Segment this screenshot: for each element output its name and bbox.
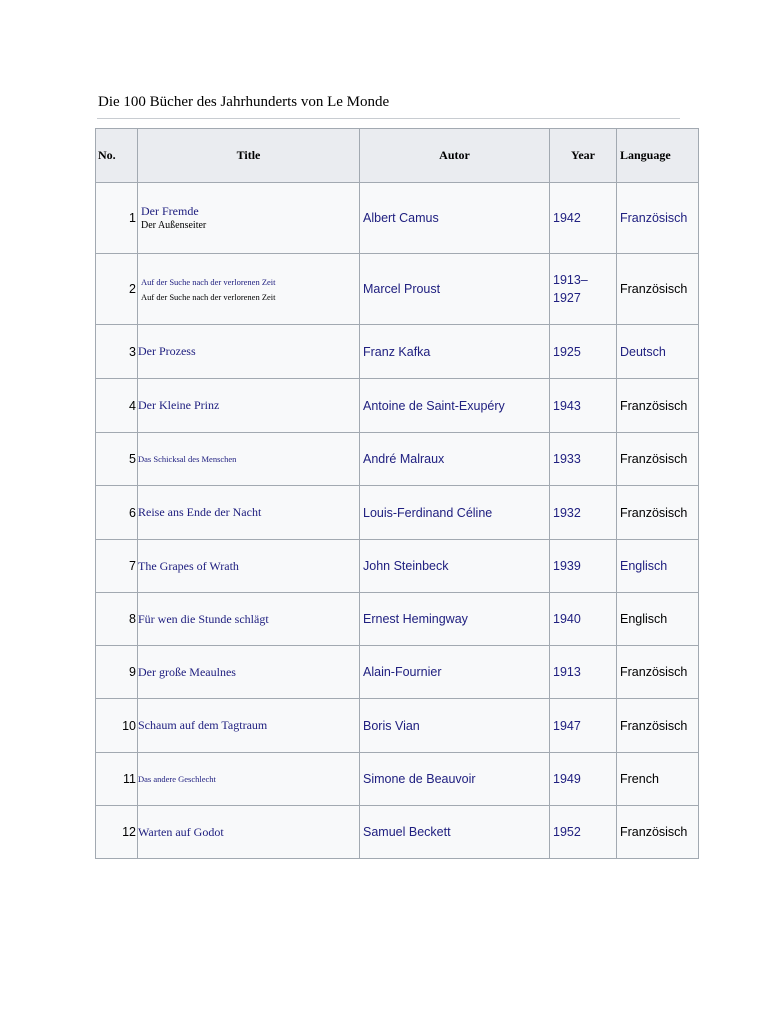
author-link[interactable]: Samuel Beckett bbox=[363, 825, 451, 839]
table-row bbox=[96, 433, 699, 486]
cell-number: 2 bbox=[96, 254, 138, 325]
book-title-link[interactable]: Für wen die Stunde schlägt bbox=[138, 611, 269, 626]
cell-language bbox=[617, 699, 699, 753]
cell-year bbox=[550, 254, 617, 325]
cell-language bbox=[617, 540, 699, 593]
column-header-year[interactable]: Year bbox=[550, 129, 617, 183]
table-row bbox=[96, 254, 699, 325]
cell-language bbox=[617, 183, 699, 254]
cell-author bbox=[360, 646, 550, 699]
year-link[interactable]: 1942 bbox=[553, 211, 581, 225]
cell-title bbox=[138, 699, 360, 753]
cell-language bbox=[617, 486, 699, 540]
cell-language bbox=[617, 254, 699, 325]
book-translated-title: Auf der Suche nach der verlorenen Zeit bbox=[141, 291, 276, 302]
table-row bbox=[96, 806, 699, 859]
table-row bbox=[96, 379, 699, 433]
language-link[interactable]: Französisch bbox=[620, 211, 688, 225]
book-title-link[interactable]: Der Prozess bbox=[138, 344, 196, 358]
column-header-author[interactable]: Autor bbox=[360, 129, 550, 183]
cell-author bbox=[360, 699, 550, 753]
cell-author bbox=[360, 379, 550, 433]
table-header-row bbox=[96, 129, 699, 183]
cell-title bbox=[138, 379, 360, 433]
books-table bbox=[95, 128, 699, 859]
author-link[interactable]: Albert Camus bbox=[363, 211, 439, 225]
book-title-link[interactable]: Warten auf Godot bbox=[138, 824, 224, 839]
column-header-language[interactable]: Language bbox=[617, 129, 699, 183]
book-title-link[interactable]: Der große Meaulnes bbox=[138, 664, 236, 679]
cell-number: 12 bbox=[96, 806, 138, 859]
year-link[interactable]: 1952 bbox=[553, 825, 581, 839]
cell-title bbox=[138, 433, 360, 486]
cell-year bbox=[550, 379, 617, 433]
author-link[interactable]: Marcel Proust bbox=[363, 282, 441, 296]
year-link[interactable]: 1947 bbox=[553, 718, 581, 733]
language-text: Französisch bbox=[620, 505, 688, 520]
language-text: Französisch bbox=[620, 398, 688, 413]
table-row bbox=[96, 646, 699, 699]
cell-year bbox=[550, 646, 617, 699]
cell-author bbox=[360, 806, 550, 859]
cell-number: 11 bbox=[96, 753, 138, 806]
table-row bbox=[96, 486, 699, 540]
book-title-link[interactable]: The Grapes of Wrath bbox=[138, 558, 239, 573]
cell-language bbox=[617, 646, 699, 699]
cell-number: 8 bbox=[96, 593, 138, 646]
year-link[interactable]: 1940 bbox=[553, 612, 581, 626]
year-link[interactable]: 1939 bbox=[553, 559, 581, 573]
author-link[interactable]: Boris Vian bbox=[363, 718, 420, 733]
column-header-title[interactable]: Title bbox=[138, 129, 360, 183]
author-link[interactable]: John Steinbeck bbox=[363, 559, 449, 573]
language-text: French bbox=[620, 772, 659, 786]
cell-language bbox=[617, 325, 699, 379]
cell-author bbox=[360, 593, 550, 646]
author-link[interactable]: Ernest Hemingway bbox=[363, 612, 468, 626]
cell-author bbox=[360, 325, 550, 379]
cell-author bbox=[360, 433, 550, 486]
year-link[interactable]: 1913 bbox=[553, 665, 581, 679]
cell-year bbox=[550, 593, 617, 646]
author-link[interactable]: Louis-Ferdinand Céline bbox=[363, 505, 493, 520]
language-link[interactable]: Deutsch bbox=[620, 344, 666, 359]
cell-year bbox=[550, 183, 617, 254]
cell-language bbox=[617, 806, 699, 859]
book-title-link[interactable]: Das andere Geschlecht bbox=[138, 773, 216, 784]
cell-title bbox=[138, 254, 360, 325]
language-text: Französisch bbox=[620, 718, 688, 733]
column-header-no[interactable]: No. bbox=[96, 129, 138, 183]
language-text: Französisch bbox=[620, 665, 688, 679]
author-link[interactable]: Franz Kafka bbox=[363, 344, 431, 359]
cell-year bbox=[550, 753, 617, 806]
year-link[interactable]: 1933 bbox=[553, 452, 581, 466]
book-title-link[interactable]: Reise ans Ende der Nacht bbox=[138, 505, 262, 519]
cell-title bbox=[138, 806, 360, 859]
cell-language bbox=[617, 379, 699, 433]
cell-author bbox=[360, 254, 550, 325]
cell-number: 3 bbox=[96, 325, 138, 379]
year-link[interactable]: 1943 bbox=[553, 398, 581, 413]
language-text: Englisch bbox=[620, 612, 668, 626]
cell-title bbox=[138, 753, 360, 806]
cell-title bbox=[138, 593, 360, 646]
page-heading: Die 100 Bücher des Jahrhunderts von Le Monde bbox=[97, 94, 680, 119]
cell-year bbox=[550, 325, 617, 379]
table-row bbox=[96, 183, 699, 254]
table-row bbox=[96, 753, 699, 806]
cell-title bbox=[138, 540, 360, 593]
book-title-link[interactable]: Schaum auf dem Tagtraum bbox=[138, 718, 268, 732]
cell-number: 1 bbox=[96, 183, 138, 254]
cell-language bbox=[617, 753, 699, 806]
cell-number: 6 bbox=[96, 486, 138, 540]
cell-title bbox=[138, 486, 360, 540]
cell-number: 10 bbox=[96, 699, 138, 753]
cell-title bbox=[138, 325, 360, 379]
cell-year bbox=[550, 486, 617, 540]
author-link[interactable]: Alain-Fournier bbox=[363, 665, 442, 679]
author-link[interactable]: Antoine de Saint-Exupéry bbox=[363, 398, 505, 413]
author-link[interactable]: André Malraux bbox=[363, 452, 445, 466]
book-title-link[interactable]: Der Fremde bbox=[141, 203, 199, 218]
cell-number: 5 bbox=[96, 433, 138, 486]
year-link[interactable]: 1949 bbox=[553, 772, 581, 786]
language-link[interactable]: Englisch bbox=[620, 559, 668, 573]
language-text: Französisch bbox=[620, 452, 688, 466]
cell-title bbox=[138, 646, 360, 699]
cell-year bbox=[550, 433, 617, 486]
book-title-link[interactable]: Der Kleine Prinz bbox=[138, 398, 220, 412]
year-link[interactable]: 1913– 1927 bbox=[553, 273, 588, 305]
cell-title bbox=[138, 183, 360, 254]
cell-number: 7 bbox=[96, 540, 138, 593]
book-title-link[interactable]: Auf der Suche nach der verlorenen Zeit bbox=[141, 276, 276, 287]
year-link[interactable]: 1932 bbox=[553, 505, 581, 520]
table-row bbox=[96, 699, 699, 753]
cell-language bbox=[617, 593, 699, 646]
cell-author bbox=[360, 183, 550, 254]
year-link[interactable]: 1925 bbox=[553, 344, 581, 359]
cell-number: 4 bbox=[96, 379, 138, 433]
table-row bbox=[96, 593, 699, 646]
cell-number: 9 bbox=[96, 646, 138, 699]
cell-year bbox=[550, 540, 617, 593]
cell-author bbox=[360, 540, 550, 593]
author-link[interactable]: Simone de Beauvoir bbox=[363, 772, 476, 786]
language-text: Französisch bbox=[620, 825, 688, 839]
book-title-link[interactable]: Das Schicksal des Menschen bbox=[138, 453, 237, 464]
table-row bbox=[96, 540, 699, 593]
cell-language bbox=[617, 433, 699, 486]
cell-year bbox=[550, 806, 617, 859]
cell-author bbox=[360, 753, 550, 806]
table-row bbox=[96, 325, 699, 379]
cell-author bbox=[360, 486, 550, 540]
book-translated-title: Der Außenseiter bbox=[141, 219, 207, 231]
cell-year bbox=[550, 699, 617, 753]
language-text: Französisch bbox=[620, 282, 688, 296]
